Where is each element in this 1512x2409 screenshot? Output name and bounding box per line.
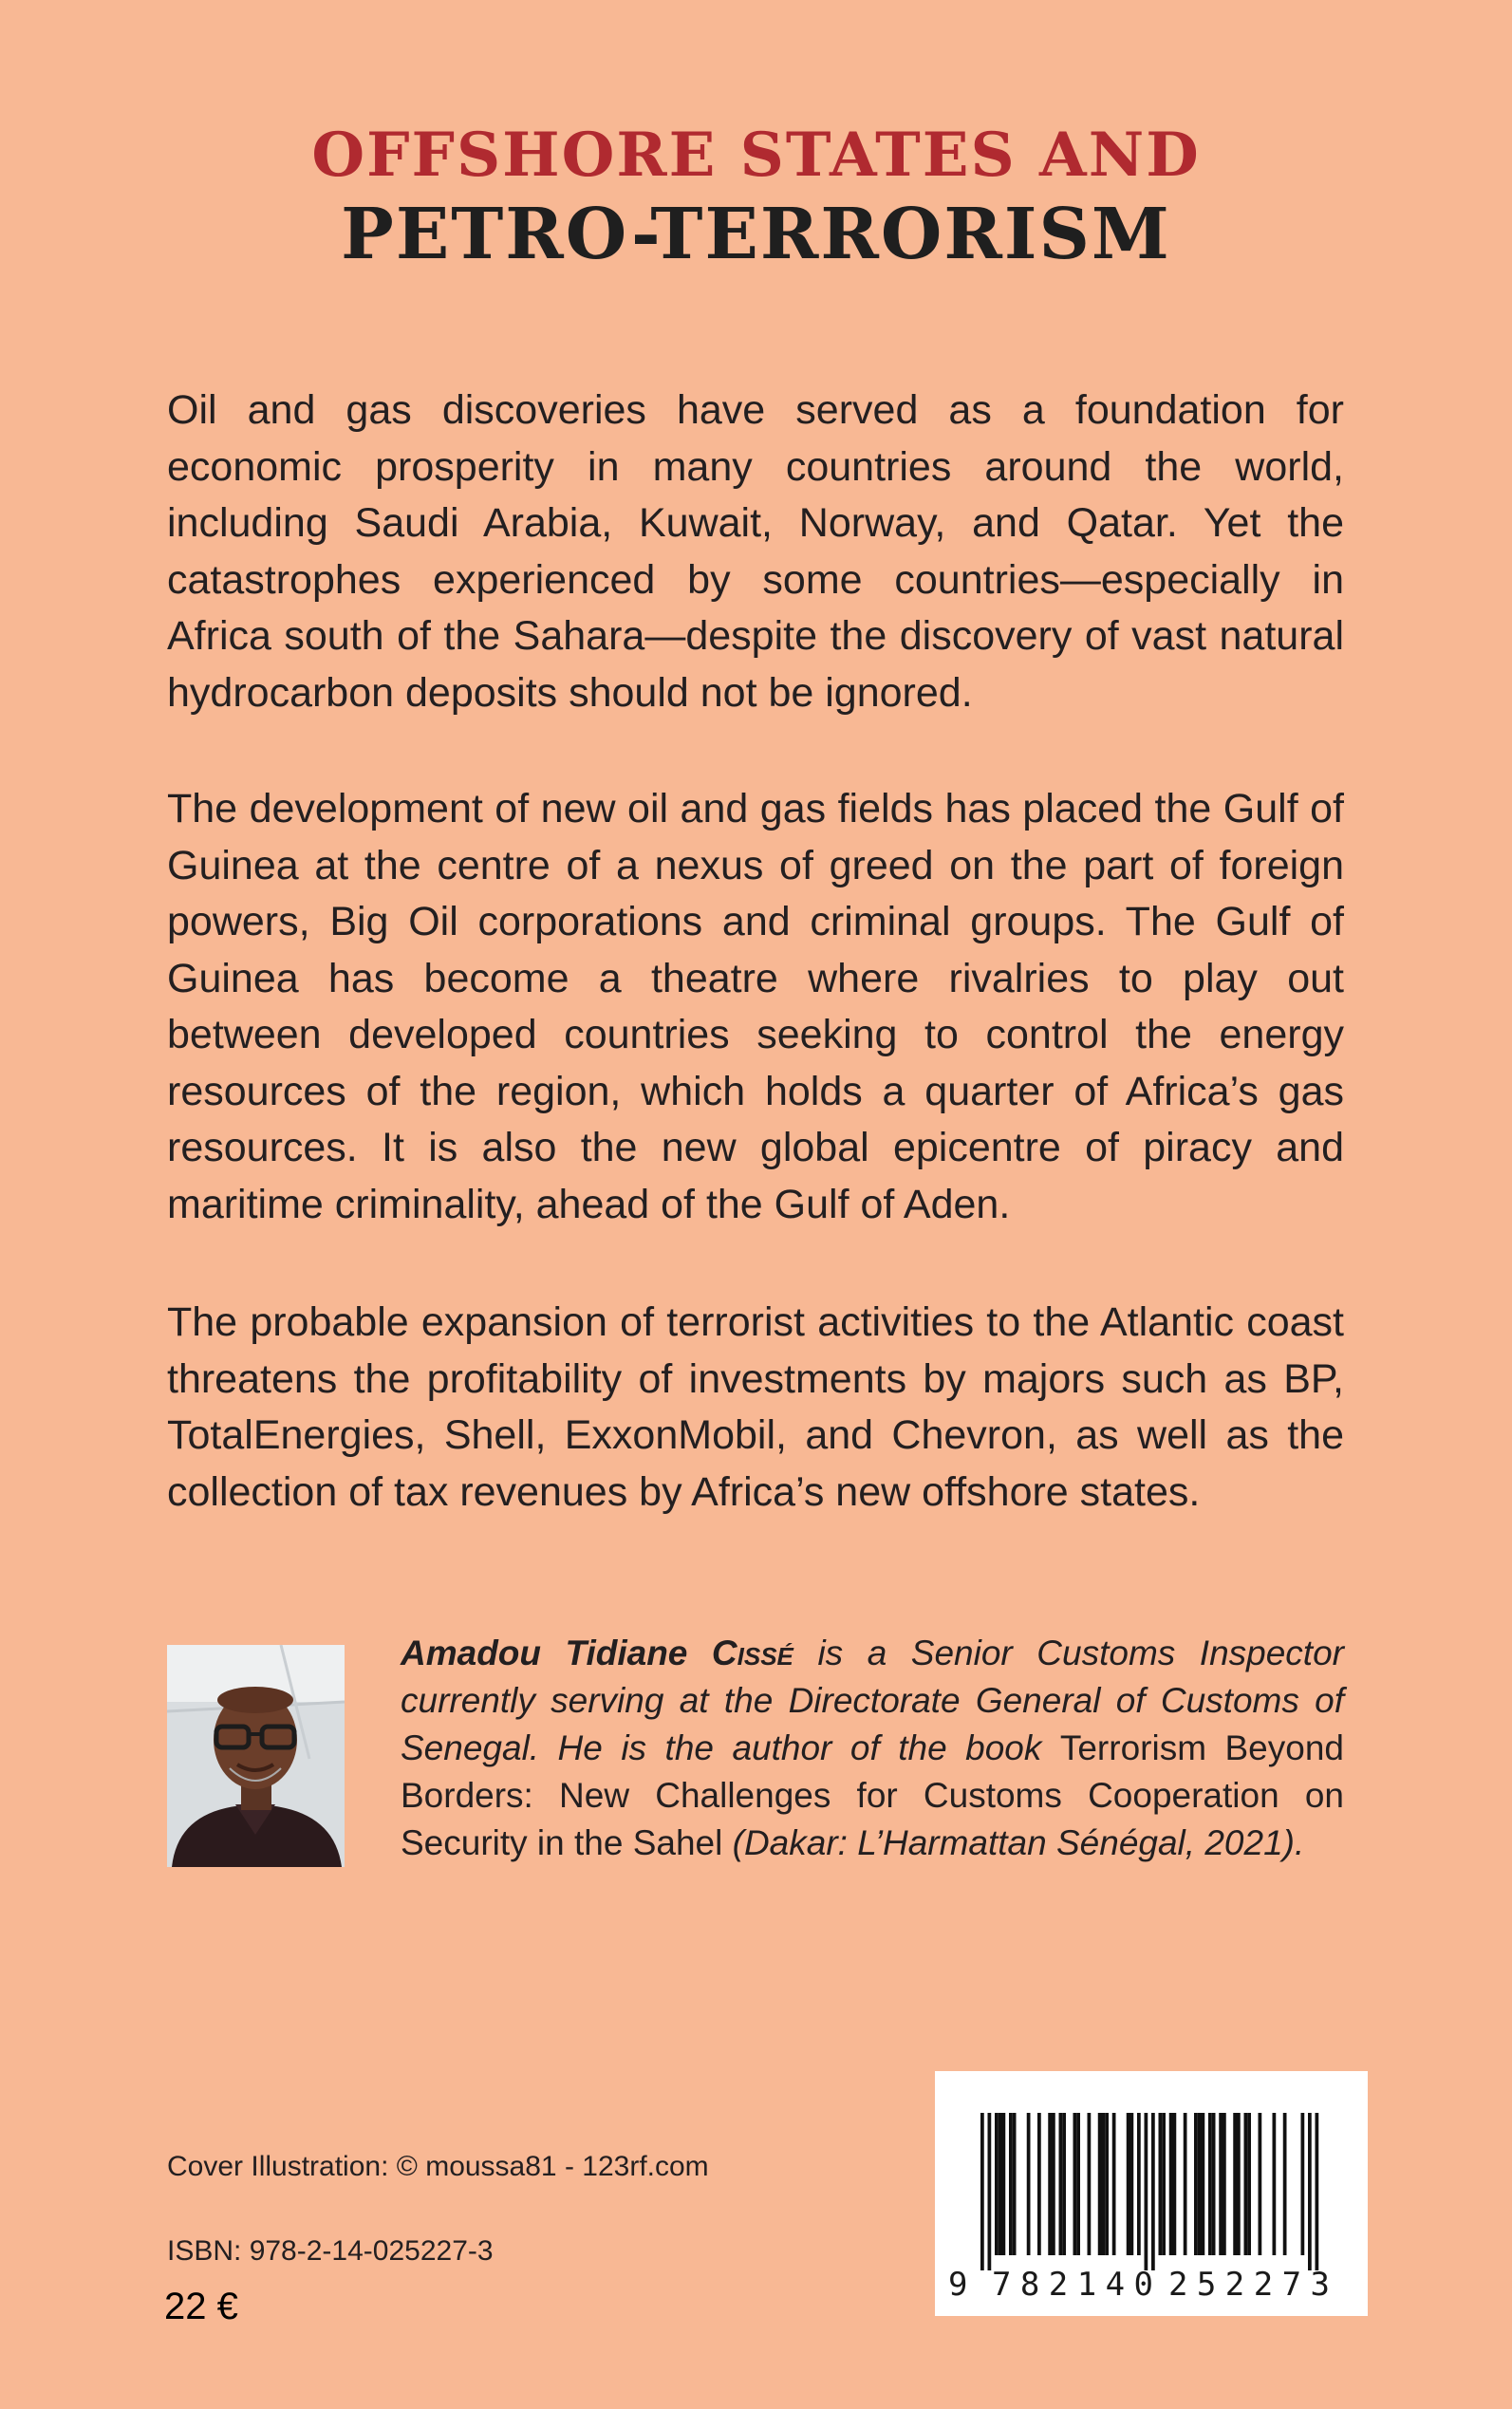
- title-line-1: OFFSHORE STATES AND: [311, 120, 1201, 191]
- barcode-digits-right: 252273: [1168, 2266, 1330, 2304]
- barcode-bar: [1098, 2113, 1102, 2255]
- barcode-bar: [1076, 2113, 1080, 2255]
- barcode-bar: [1244, 2113, 1248, 2255]
- barcode-bar: [1223, 2113, 1226, 2255]
- isbn: ISBN: 978-2-14-025227-3: [167, 2235, 494, 2267]
- barcode-bar: [1237, 2113, 1241, 2255]
- barcode-bar: [1130, 2113, 1134, 2255]
- barcode-bar: [1127, 2113, 1130, 2255]
- barcode-bar: [995, 2113, 999, 2255]
- barcode-bar: [1198, 2113, 1202, 2255]
- author-name: Amadou Tidiane: [401, 1634, 712, 1672]
- price: 22 €: [164, 2286, 238, 2327]
- barcode-bar: [1013, 2113, 1017, 2255]
- blurb-paragraph-3: The probable expansion of terrorist activities to the Atlantic coast threatens the profitability of investments by majors such as BP, TotalEnergies, Shell, ExxonMobil, and Chevron, as well as the collection of tax revenues by Africa’s new offshore states.: [167, 1299, 1344, 1515]
- barcode-bar: [1112, 2113, 1116, 2255]
- barcode-bar: [1159, 2113, 1163, 2255]
- barcode-bar: [1048, 2113, 1052, 2255]
- barcode-bar: [999, 2113, 1002, 2255]
- barcode-digits-left: 782140: [992, 2266, 1153, 2304]
- blurb-paragraph-2: The development of new oil and gas fields has placed the Gulf of Guinea at the centre of a nexus of greed on the part of foreign powers, Big Oil corporations and criminal groups. The Gulf of Guinea has become a theatre where rivalries to play out between developed countries seeking to control the energy resources of the region, which holds a quarter of Africa’s gas resources. It is also the new global epicentre of piracy and maritime criminality, ahead of the Gulf of Aden.: [167, 786, 1344, 1227]
- book-title: [0, 119, 1512, 276]
- blurb-paragraph-1: Oil and gas discoveries have served as a foundation for economic prosperity in many countries around the world, including Saudi Arabia, Kuwait, Norway, and Qatar. Yet the catastrophes experienced by some countries—especially in Africa south of the Sahara—despite the discovery of vast natural hydrocarbon deposits should not be ignored.: [167, 387, 1344, 716]
- author-photo: [167, 1645, 345, 1867]
- barcode-bar: [1073, 2113, 1077, 2255]
- barcode-bar: [1233, 2113, 1237, 2255]
- barcode-bar: [1002, 2113, 1006, 2255]
- barcode-bar: [1169, 2113, 1173, 2255]
- barcode-digit-first: 9: [948, 2266, 968, 2304]
- barcode-bar: [1173, 2113, 1177, 2255]
- barcode-bar: [1102, 2113, 1106, 2255]
- barcode-bar: [1219, 2113, 1223, 2255]
- author-book-publication: (Dakar: L’Harmattan Sénégal, 2021).: [722, 1823, 1305, 1862]
- barcode: [935, 2071, 1368, 2316]
- barcode-bar: [988, 2113, 992, 2270]
- barcode-bar: [1059, 2113, 1063, 2255]
- barcode-bar: [1194, 2113, 1198, 2255]
- barcode-bar: [1212, 2113, 1216, 2255]
- barcode-bar: [1283, 2113, 1287, 2255]
- barcode-bar: [1308, 2113, 1312, 2270]
- barcode-bar: [1027, 2113, 1031, 2255]
- title-line-2: PETRO-TERRORISM: [341, 194, 1171, 275]
- barcode-bar: [1105, 2113, 1109, 2255]
- barcode-bar: [1184, 2113, 1187, 2255]
- barcode-bar: [1052, 2113, 1055, 2255]
- author-book-title: Terrorism Beyond Borders: New Challenges for Customs Cooperation on Security in the Sahel: [401, 1728, 1344, 1862]
- barcode-bar: [1062, 2113, 1066, 2255]
- barcode-bar: [1137, 2113, 1141, 2255]
- author-surname: Cissé: [711, 1634, 793, 1672]
- barcode-bar: [1208, 2113, 1212, 2255]
- barcode-bar: [1259, 2113, 1262, 2255]
- barcode-bar: [1273, 2113, 1277, 2255]
- cover-illustration-credit: Cover Illustration: © moussa81 - 123rf.com: [167, 2151, 709, 2182]
- barcode-bar: [1316, 2113, 1319, 2270]
- barcode-bar: [980, 2113, 984, 2270]
- barcode-bar: [1162, 2113, 1166, 2255]
- barcode-bar: [1088, 2113, 1092, 2255]
- barcode-bars: [980, 2113, 1318, 2270]
- barcode-bar: [1145, 2113, 1148, 2270]
- barcode-bar: [1301, 2113, 1305, 2255]
- author-bio-text: is a Senior Customs Inspector currently serving at the Directorate General of Customs of Senegal. He is the author of the book: [401, 1634, 1344, 1767]
- author-bio: [401, 1630, 1344, 1867]
- barcode-bar: [1037, 2113, 1041, 2255]
- barcode-bar: [1202, 2113, 1205, 2255]
- barcode-bar: [1009, 2113, 1013, 2255]
- barcode-bar: [1151, 2113, 1155, 2270]
- barcode-bar: [1247, 2113, 1251, 2255]
